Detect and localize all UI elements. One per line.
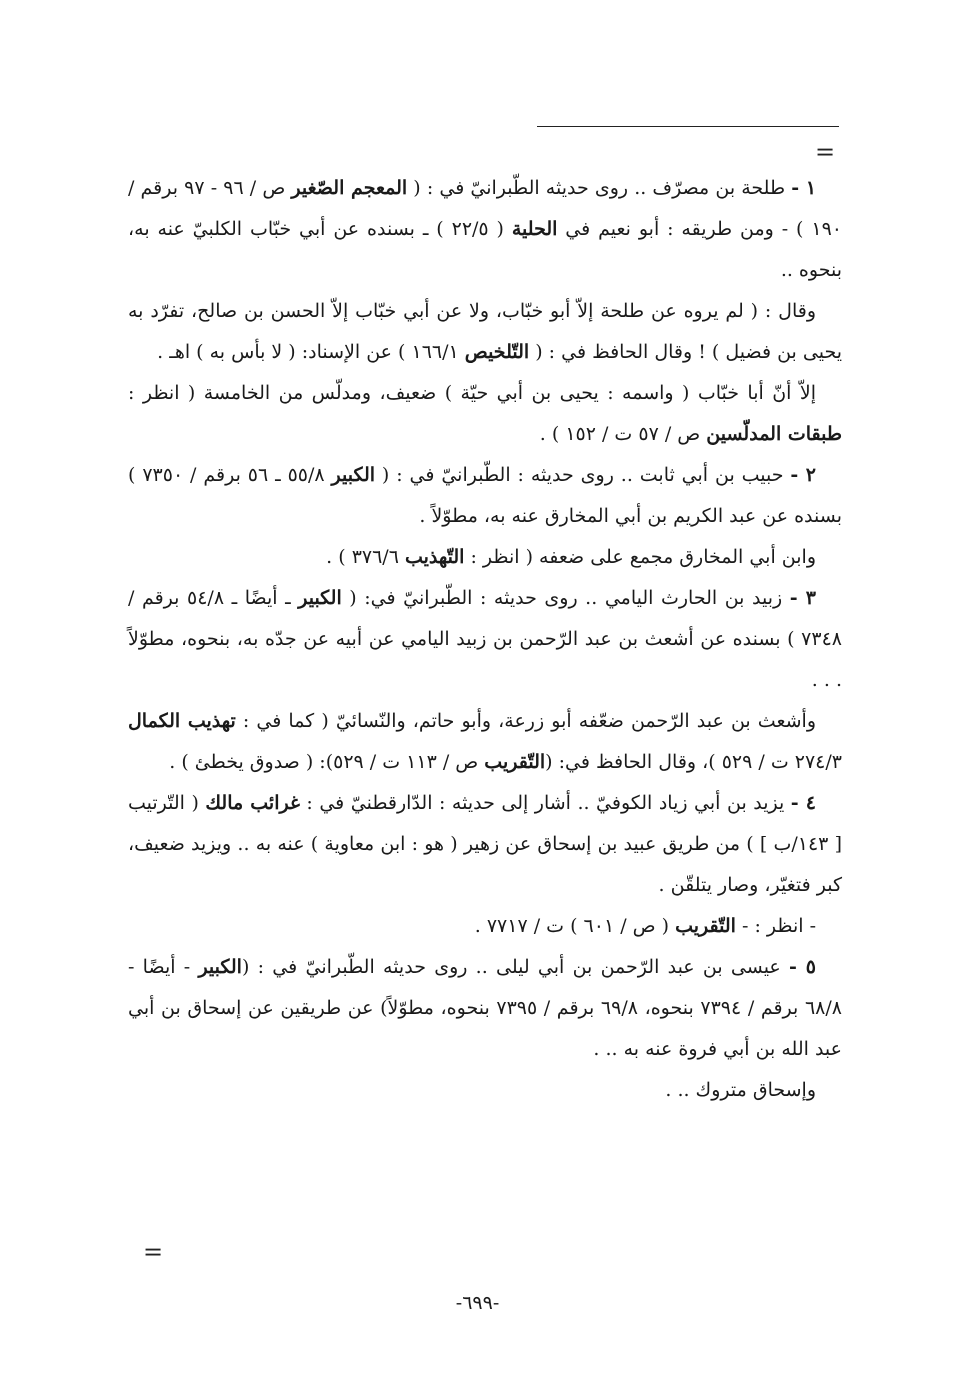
footnote-3-comment: وأشعث بن عبد الرّحمن ضعّفه أبو زرعة، وأبو حاتم، والنّسائيّ ( كما في : تهذيب الكمال ٢٧٤/٣ ت / ٥٢٩ )، وقال الحافظ في: (التّقريب ص / ١١٣ ت / ٥٢٩): ( صدوق يخطئ ) . (128, 710, 842, 773)
footnote-4-comment: - انظر : - التّقريب ( ص / ٦٠١ ) ت / ٧٧١٧ . (474, 915, 816, 937)
footnote-5: ٥ - عيسى بن عبد الرّحمن بن أبي ليلى .. روى حديثه الطّبرانيّ في : (الكبير - أيضًا - ٦٨/٨ برقم / ٧٣٩٤ بنحوه، ٦٩/٨ برقم / ٧٣٩٥ بنحوه، مطوّلاً) عن طريقين عن إسحاق بن أبي عبد الله بن أبي فروة عنه به .. . (128, 956, 842, 1060)
footnote-number: ٥ - (789, 956, 816, 978)
footnote-number: ٣ - (789, 587, 816, 609)
continuation-mark-top: = (815, 138, 836, 166)
footnote-1-comment: وقال : ( لم يروه عن طلحة إلاّ أبو خبّاب، ولا عن أبي خبّاب إلاّ الحسن بن صالح، تفرّد به يحيى بن فضيل ) ! وقال الحافظ في : ( التّلخيص ١٦٦/١ ) عن الإسناد: ( لا بأس به ) اهـ . (128, 300, 842, 363)
continuation-mark-bottom: = (143, 1238, 164, 1266)
footnote-number: ٤ - (790, 792, 816, 814)
footnote-4: ٤ - يزيد بن أبي زياد الكوفيّ .. أشار إلى حديثه : الدّارقطنيّ في : غرائب مالك ( التّرتيب [ ١٤٣/ب ] ) من طريق عبيد بن إسحاق عن زهير ( هو : ابن معاوية ) عنه به .. ويزيد ضعيف، كبر فتغيّر، وصار يتلقّن . (128, 792, 842, 896)
footnotes-body (128, 168, 842, 1111)
footnote-1: ١ - طلحة بن مصرّف .. روى حديثه الطّبرانيّ في : ( المعجم الصّغير ص / ٩٦ - ٩٧ برقم / ١٩٠ ) - ومن طريقه : أبو نعيم في الحلية ( ٢٢/٥ ) ـ بسنده عن أبي خبّاب الكلبيّ عنه به، بنحوه .. (128, 177, 842, 281)
footnote-2: ٢ - حبيب بن أبي ثابت .. روى حديثه : الطّبرانيّ في : ( الكبير ٥٥/٨ ـ ٥٦ برقم / ٧٣٥٠ ) بسنده عن عبد الكريم بن أبي المخارق عنه به، مطوّلاً . (128, 464, 842, 527)
footnote-5-comment: وإسحاق متروك .. . (665, 1079, 816, 1101)
footnote-2-comment: وابن أبي المخارق مجمع على ضعفه ( انظر : التّهذيب ٣٧٦/٦ ) . (326, 546, 816, 568)
page-number: -٦٩٩- (455, 1292, 500, 1314)
footnote-1-comment-2: إلاّ أنّ أبا خبّاب ( واسمه : يحيى بن أبي حيّة ) ضعيف، ومدلّس من الخامسة ( انظر : طبقات المدلّسين ص / ٥٧ ت / ١٥٢ ) . (128, 382, 842, 445)
footnote-3: ٣ - زبيد بن الحارث اليامي .. روى حديثه : الطّبرانيّ في: ( الكبير ـ أيضًا ـ ٥٤/٨ برقم / ٧٣٤٨ ) بسنده عن أشعث بن عبد الرّحمن بن زبيد اليامي عن أبيه عن جدّه به، بنحوه، مطوّلاً . . . (128, 587, 842, 691)
footnote-number: ١ - (791, 177, 817, 199)
footnote-number: ٢ - (790, 464, 816, 486)
footnote-separator (537, 126, 839, 127)
